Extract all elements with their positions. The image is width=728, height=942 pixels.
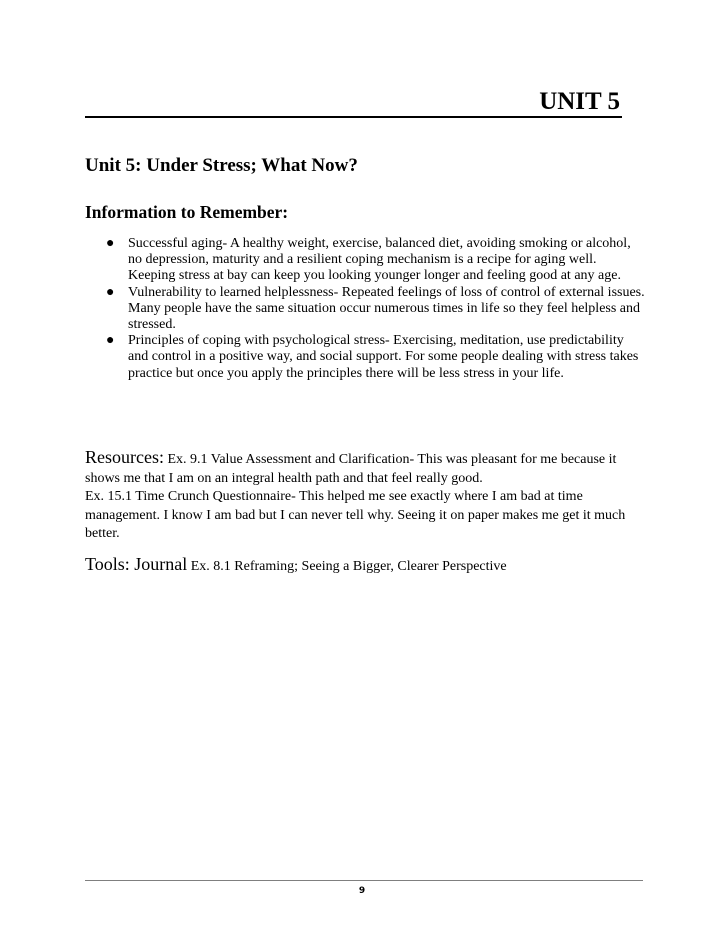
resources-item-2: Ex. 15.1 Time Crunch Questionnaire- This helped me see exactly where I am bad at time management. I know I am bad but I can never tell why. Seeing it on paper makes me get it much better. bbox=[85, 489, 626, 542]
resources-section bbox=[85, 448, 650, 544]
resources-item-1: Ex. 9.1 Value Assessment and Clarification- This was pleasant for me because it shows me that I am on an integral health path and that feel really good. bbox=[85, 452, 617, 486]
footer-divider bbox=[85, 880, 643, 881]
bullet-icon: ● bbox=[106, 333, 115, 349]
tools-text: Ex. 8.1 Reframing; Seeing a Bigger, Clearer Perspective bbox=[190, 559, 507, 574]
page-title: Unit 5: Under Stress; What Now? bbox=[85, 155, 358, 176]
unit-label: UNIT 5 bbox=[539, 88, 620, 115]
bullet-text: Principles of coping with psychological stress- Exercising, meditation, use predictability and control in a positive way, and social support. For some people dealing with stress takes practice but once you apply the principles there will be less stress in your life. bbox=[128, 333, 639, 381]
bullet-text: Vulnerability to learned helplessness- Repeated feelings of loss of control of external issues. Many people have the same situation occur numerous times in life so they feel helpless and stressed. bbox=[128, 284, 645, 333]
tools-section bbox=[85, 553, 650, 578]
bullet-text: Successful aging- A healthy weight, exercise, balanced diet, avoiding smoking or alcohol, no depression, maturity and a resilient coping mechanism is a recipe for aging well. Keeping stress at bay can keep you looking younger longer and feeling good at any age. bbox=[128, 236, 631, 284]
list-item bbox=[85, 236, 645, 285]
tools-label: Tools: Journal bbox=[85, 554, 188, 574]
bullet-icon: ● bbox=[106, 236, 115, 251]
unit-header-rule bbox=[85, 86, 622, 118]
list-item bbox=[85, 285, 645, 334]
bullet-list bbox=[85, 236, 645, 382]
page-number: 9 bbox=[358, 886, 366, 896]
resources-label: Resources: bbox=[85, 447, 164, 467]
info-heading: Information to Remember: bbox=[85, 202, 289, 222]
bullet-icon: ● bbox=[106, 284, 115, 300]
list-item bbox=[85, 333, 645, 382]
